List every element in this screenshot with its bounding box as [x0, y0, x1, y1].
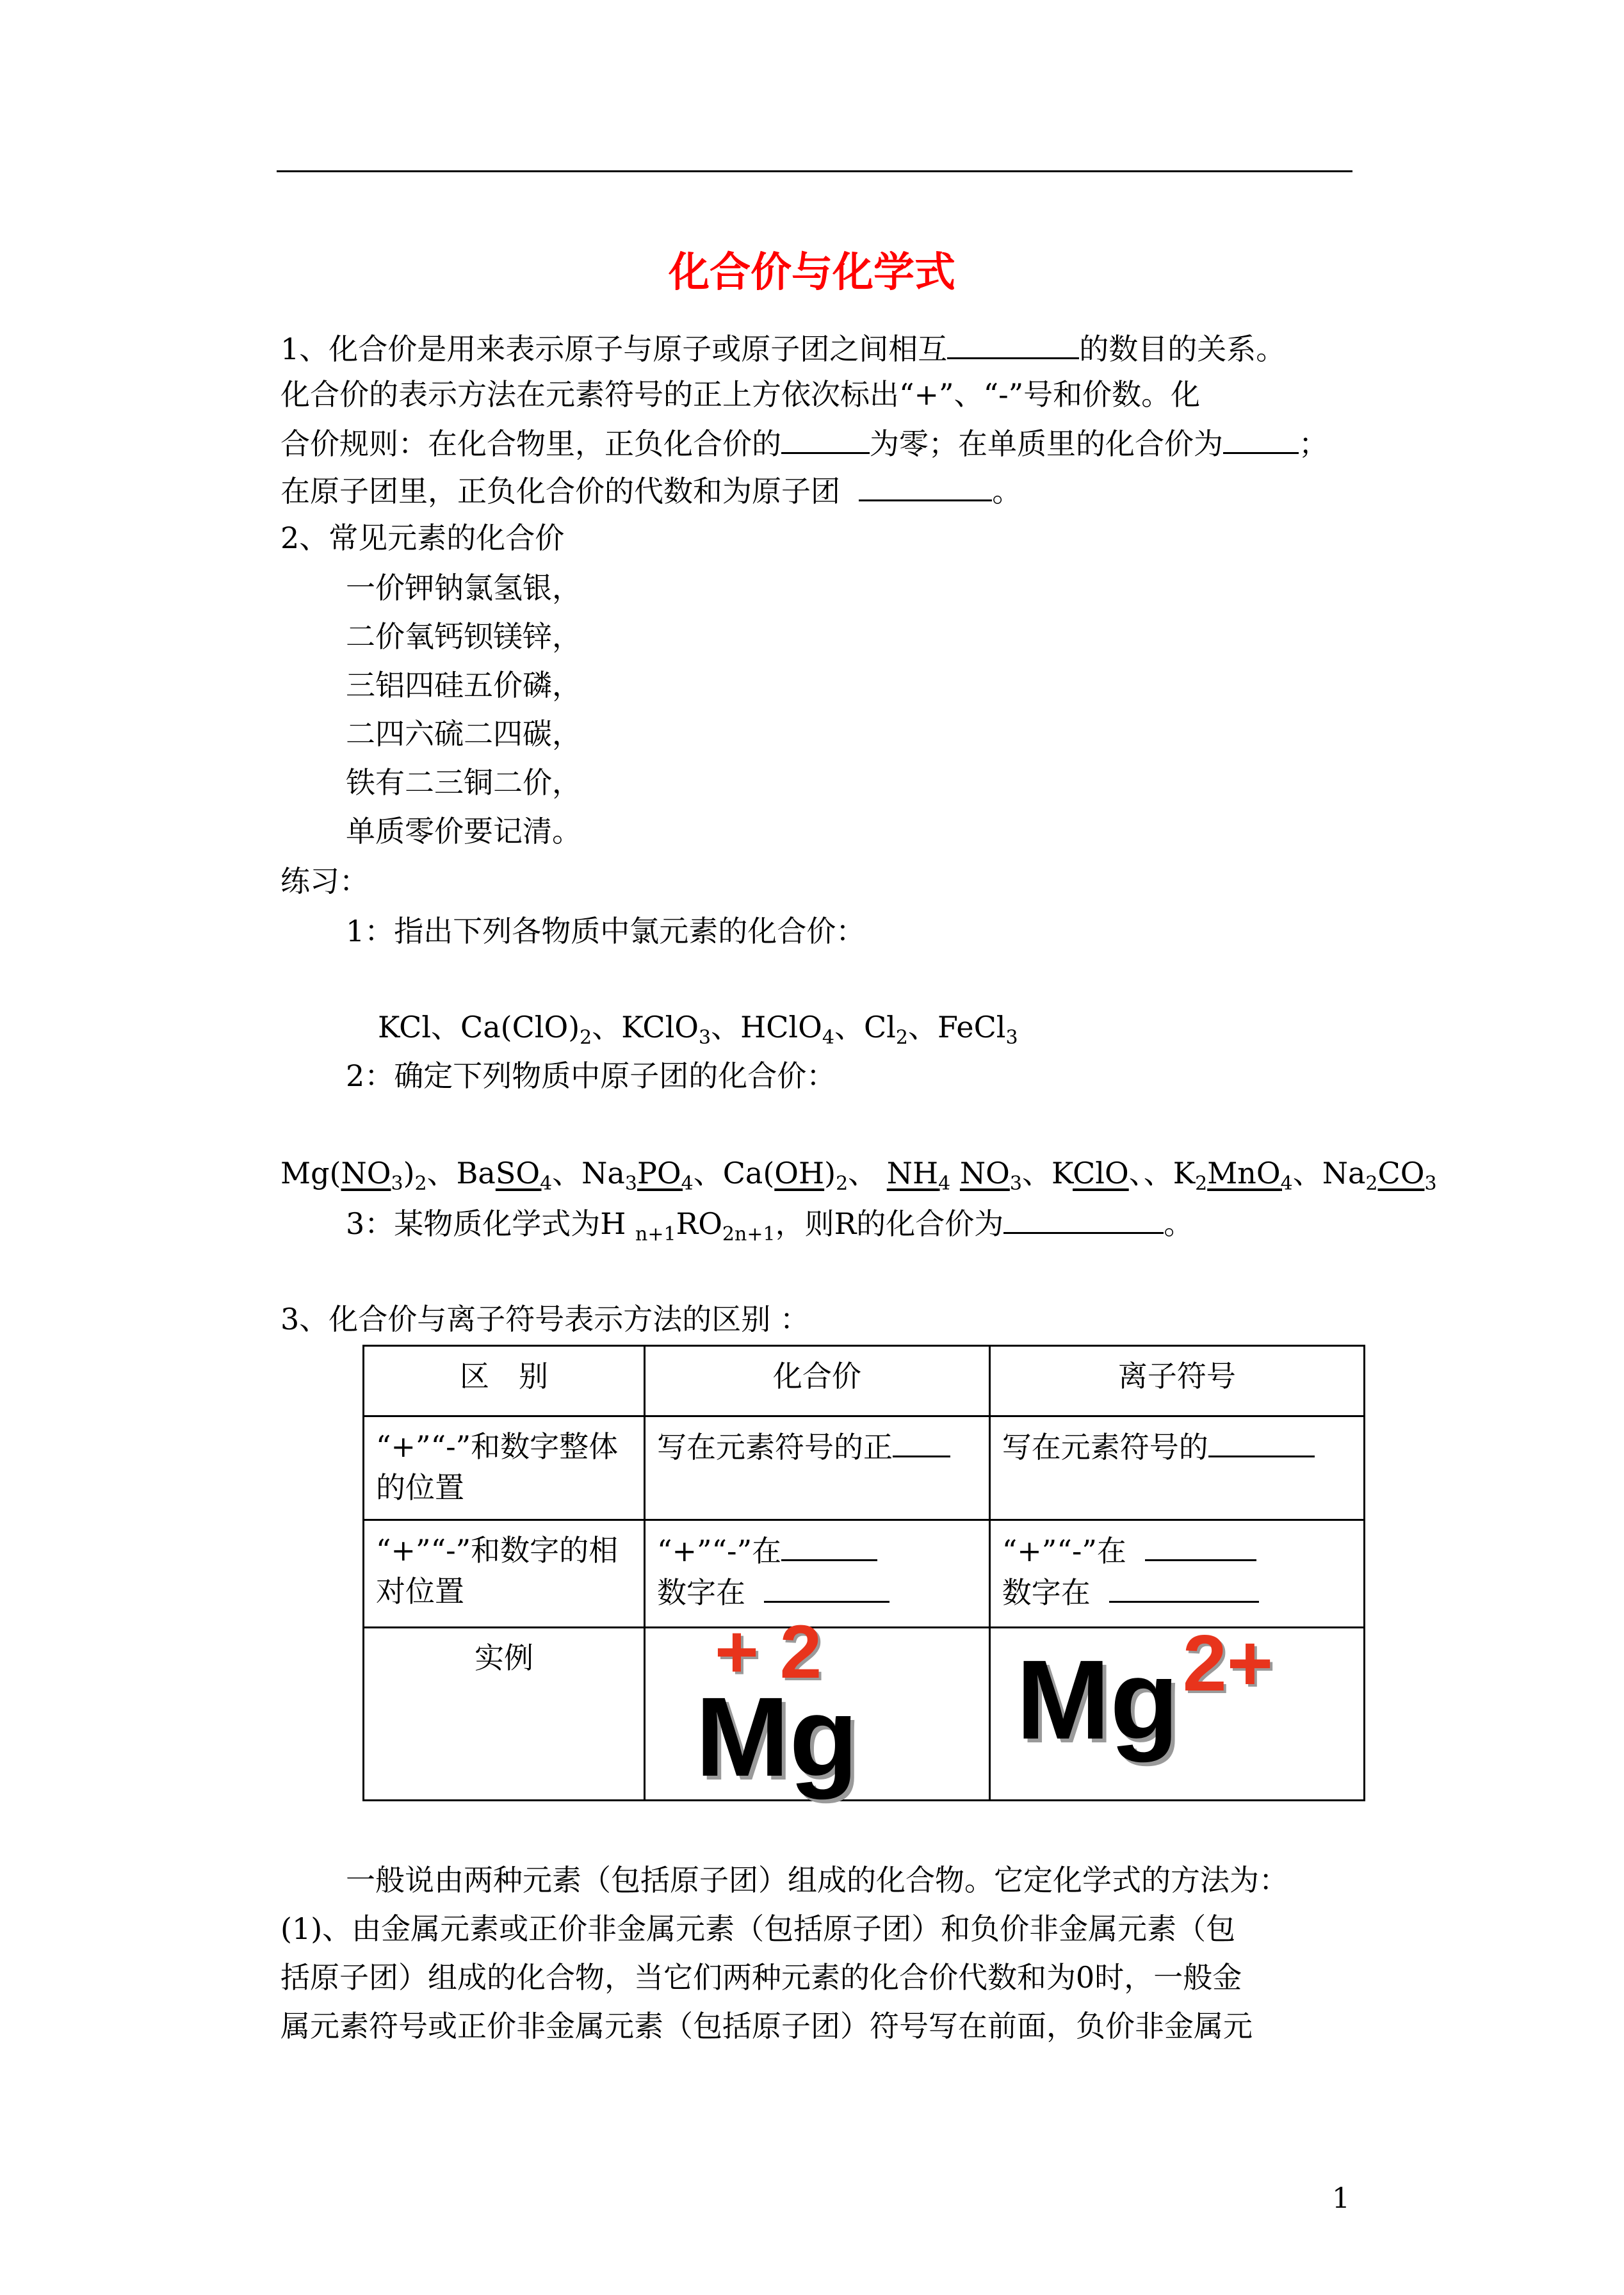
blank[interactable] — [1208, 1426, 1315, 1457]
ion-element-symbol: Mg — [1016, 1637, 1179, 1763]
body-paragraph: 属元素符号或正价非金属元素（包括原子团）符号写在前面，负价非金属元 — [280, 2009, 1253, 2043]
blank[interactable] — [859, 470, 992, 501]
table-row — [364, 1628, 1365, 1801]
table-header: 区 别 — [364, 1346, 645, 1416]
verse-line: 二四六硫二四碳， — [346, 717, 581, 751]
s3-heading: 3、化合价与离子符号表示方法的区别 ： — [280, 1302, 809, 1336]
verse-line: 单质零价要记清。 — [346, 814, 581, 848]
s1-line-1: 1、化合价是用来表示原子与原子或原子团之间相互 的数目的关系。 — [280, 328, 1285, 368]
table-cell: 写在元素符号的正 — [644, 1416, 989, 1520]
q1-formulas: KCl、$Ca(ClO)_2$、KClO$_3$、HClO$_4$、$Cl_2$、FeCl$_3$ — [378, 1010, 1018, 1049]
header-rule — [277, 170, 1352, 172]
body-paragraph: 括原子团）组成的化合物，当它们两种元素的化合价代数和为0时，一般金 — [280, 1960, 1242, 1995]
practice-heading: 练习： — [280, 864, 369, 898]
table-cell: “+”“-”和数字的相对位置 — [364, 1520, 645, 1628]
q2-formulas: $Mg(NO_3)_2$、BaSO$_4$、$Na_3PO_4$、$Ca(OH)_2$、 $NH_4$ $NO_3$、KClO、、$K_2MnO_4$、$Na_2CO_3$ — [280, 1156, 1437, 1195]
verse-line: 二价氧钙钡镁锌， — [346, 619, 581, 654]
blank[interactable] — [1109, 1571, 1259, 1603]
blank[interactable] — [764, 1571, 889, 1603]
practice-q2: 2：确定下列物质中原子团的化合价： — [346, 1058, 836, 1093]
valence-superscript: + 2 — [714, 1610, 822, 1694]
table-cell: 写在元素符号的 — [989, 1416, 1364, 1520]
verse-line: 铁有二三铜二价， — [346, 765, 581, 800]
blank[interactable] — [781, 423, 870, 454]
blank[interactable] — [893, 1426, 950, 1457]
table-cell: “+”“-”在 数字在 — [989, 1520, 1364, 1628]
table-cell: 实例 — [364, 1628, 645, 1801]
s1-line-2: 化合价的表示方法在元素符号的正上方依次标出“+”、“-”号和价数。化 — [280, 377, 1201, 412]
table-cell: “+”“-”在 数字在 — [644, 1520, 989, 1628]
example-ion-cell — [989, 1619, 1364, 1801]
blank[interactable] — [781, 1530, 877, 1561]
table-header: 离子符号 — [989, 1346, 1364, 1416]
verse-line: 三铝四硅五价磷， — [346, 668, 581, 702]
ion-charge: 2+ — [1182, 1619, 1274, 1708]
s1-line-3: 合价规则：在化合物里，正负化合价的 为零；在单质里的化合价为 ； — [280, 423, 1328, 463]
table-cell: “+”“-”和数字整体的位置 — [364, 1416, 645, 1520]
practice-q3: 3：某物质化学式为H $_{n+1}RO_{2n+1}$，则R的化合价为 。 — [346, 1203, 1193, 1243]
blank[interactable] — [947, 328, 1079, 359]
body-paragraph: 一般说由两种元素（包括原子团）组成的化合物。它定化学式的方法为： — [346, 1863, 1288, 1897]
body-paragraph: (1)、由金属元素或正价非金属元素（包括原子团）和负价非金属元素（包 — [280, 1911, 1236, 1946]
blank[interactable] — [1145, 1530, 1256, 1561]
s2-heading: 2、常见元素的化合价 — [280, 521, 565, 555]
blank[interactable] — [1223, 423, 1299, 454]
valence-element-symbol: Mg — [695, 1675, 859, 1800]
practice-q1: 1：指出下列各物质中氯元素的化合价： — [346, 914, 866, 948]
s1-line-4: 在原子团里，正负化合价的代数和为原子团 。 — [280, 470, 1021, 510]
page-number: 1 — [1332, 2182, 1350, 2215]
example-valence-cell — [644, 1610, 989, 1801]
table-row — [364, 1520, 1365, 1628]
page-title: 化合价与化学式 — [669, 248, 955, 296]
comparison-table — [362, 1345, 1365, 1801]
table-row — [364, 1416, 1365, 1520]
blank[interactable] — [1003, 1203, 1164, 1234]
table-header: 化合价 — [644, 1346, 989, 1416]
verse-line: 一价钾钠氯氢银， — [346, 571, 581, 605]
table-row — [364, 1346, 1365, 1416]
